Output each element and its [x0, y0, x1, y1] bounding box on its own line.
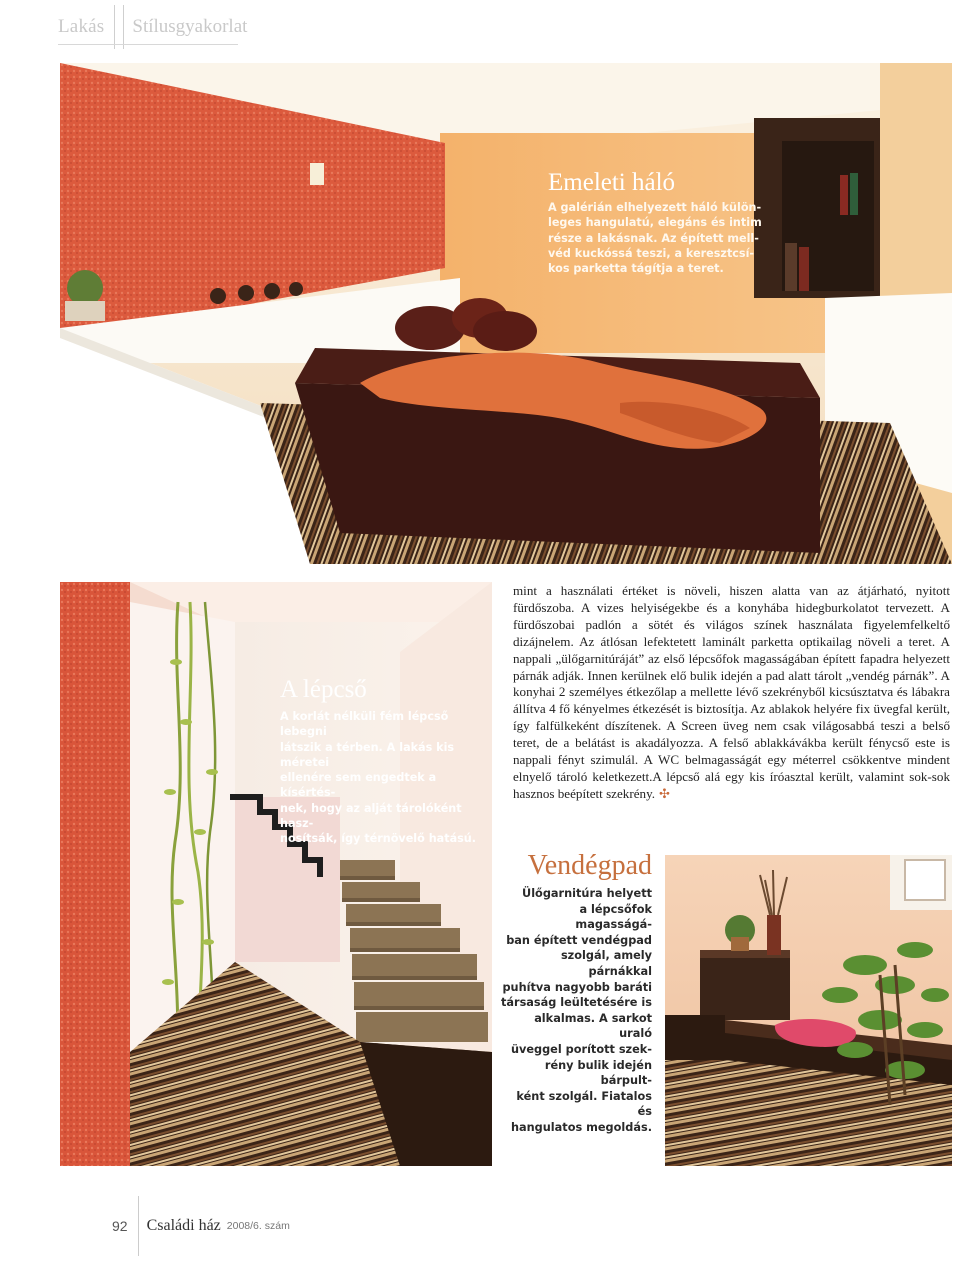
issue-label: 2008/6. szám: [226, 1220, 290, 1232]
caption-line: látszik a térben. A lakás kis méretei: [280, 740, 455, 769]
caption-line: üveggel porított szek-: [510, 1042, 652, 1056]
header-divider: [114, 5, 115, 49]
guest-bench-photo: [665, 855, 952, 1166]
caption-line: nosítsák, így térnövelő hatású.: [280, 832, 476, 846]
caption-title: Vendégpad: [527, 850, 652, 881]
caption-line: nek, hogy az alját tárolóként hasz-: [280, 801, 462, 831]
article-body: [513, 583, 950, 803]
bedroom-photo: [60, 63, 952, 564]
caption-line: leges hangulatú, elegáns és intim: [548, 216, 762, 230]
caption-line: rény bulik idején bárpult-: [544, 1058, 652, 1088]
article-text: mint a használati értéket is növeli, hiszen alatta van az átjárható, nyitott fürdőszoba. A vizes helyiségekbe és a konyhába hidegburkolatot tervezett. A fürdőszobai padlón a sötét és világos színek használata figyelemfelkeltő dizájnelem. Az átlósan lefektetett laminált parketta optikailag növeli a teret. A nappali „ülőgarnitúráját” az első lépcsőfok magasságában épített fapadra helyezett párnák adják. Innen kerülnek elő bulik idején a pad alatt tárolt „vendég párnák”. A konyhai 2 személyes étkezőlap a mellette lévő szekrényből kicsúsztatva és lábakra állítva 4 fő kényelmes étkezését is biztosítja. Az ablakok helyére fix üvegfal került, így falfülkeként díszítenek. A Screen üveg nem csak világosabbá teszi a belső teret, de a belátást is akadályozza. A felső ablakkávákba került fénycső este is nappali fényt szimulál. A WC belmagasságát egy méterrel csökkentve mindent elnyelő tároló keletkezett.A lépcső alá egy kis íróasztal került, valamint sok-sok hasznos beépített szekrény.: [513, 583, 950, 801]
end-mark-icon: ✣: [659, 785, 670, 801]
caption-line: Ülőgarnitúra helyett: [522, 887, 652, 900]
caption-line: hangulatos megoldás.: [510, 1120, 652, 1134]
caption-line: A galérián elhelyezett háló külön-: [548, 201, 762, 214]
caption-line: véd kuckóssá teszi, a keresztcsí-: [548, 246, 755, 260]
caption-body: [500, 886, 652, 1136]
caption-line: ként szolgál. Fiatalos és: [516, 1089, 652, 1119]
page-footer: [112, 1212, 290, 1240]
caption-line: alkalmas. A sarkot uraló: [534, 1011, 652, 1041]
subsection-label: Stílusgyakorlat: [132, 16, 248, 37]
caption-line: puhítva nagyobb baráti: [502, 980, 652, 994]
magazine-title: Családi ház: [146, 1217, 221, 1234]
caption-line: ellenére sem engedtek a kísértés-: [280, 771, 437, 800]
footer-divider: [138, 1196, 139, 1256]
caption-line: kos parketta tágítja a teret.: [548, 262, 724, 276]
running-header: [58, 8, 247, 46]
caption-title: Emeleti háló: [548, 169, 676, 196]
caption-line: ban épített vendégpad: [506, 933, 652, 947]
guest-bench-caption: [500, 850, 652, 1136]
caption-line: a lépcsőfok magasságá-: [575, 902, 652, 932]
header-rule: [58, 44, 238, 45]
caption-body: [548, 200, 768, 276]
caption-line: szolgál, amely párnákkal: [560, 949, 652, 978]
caption-line: része a lakásnak. Az épített mell-: [548, 231, 759, 245]
caption-title: A lépcső: [280, 676, 367, 703]
caption-line: társaság leültetésére is: [500, 996, 652, 1010]
caption-body: [280, 709, 480, 847]
page-number: 92: [112, 1218, 128, 1234]
caption-line: A korlát nélküli fém lépcső lebegni: [280, 710, 449, 739]
stairs-photo: [60, 582, 492, 1166]
section-label: Lakás: [58, 16, 105, 37]
bedroom-caption: [548, 168, 768, 276]
header-divider: [123, 5, 124, 49]
stairs-caption: [280, 675, 480, 847]
